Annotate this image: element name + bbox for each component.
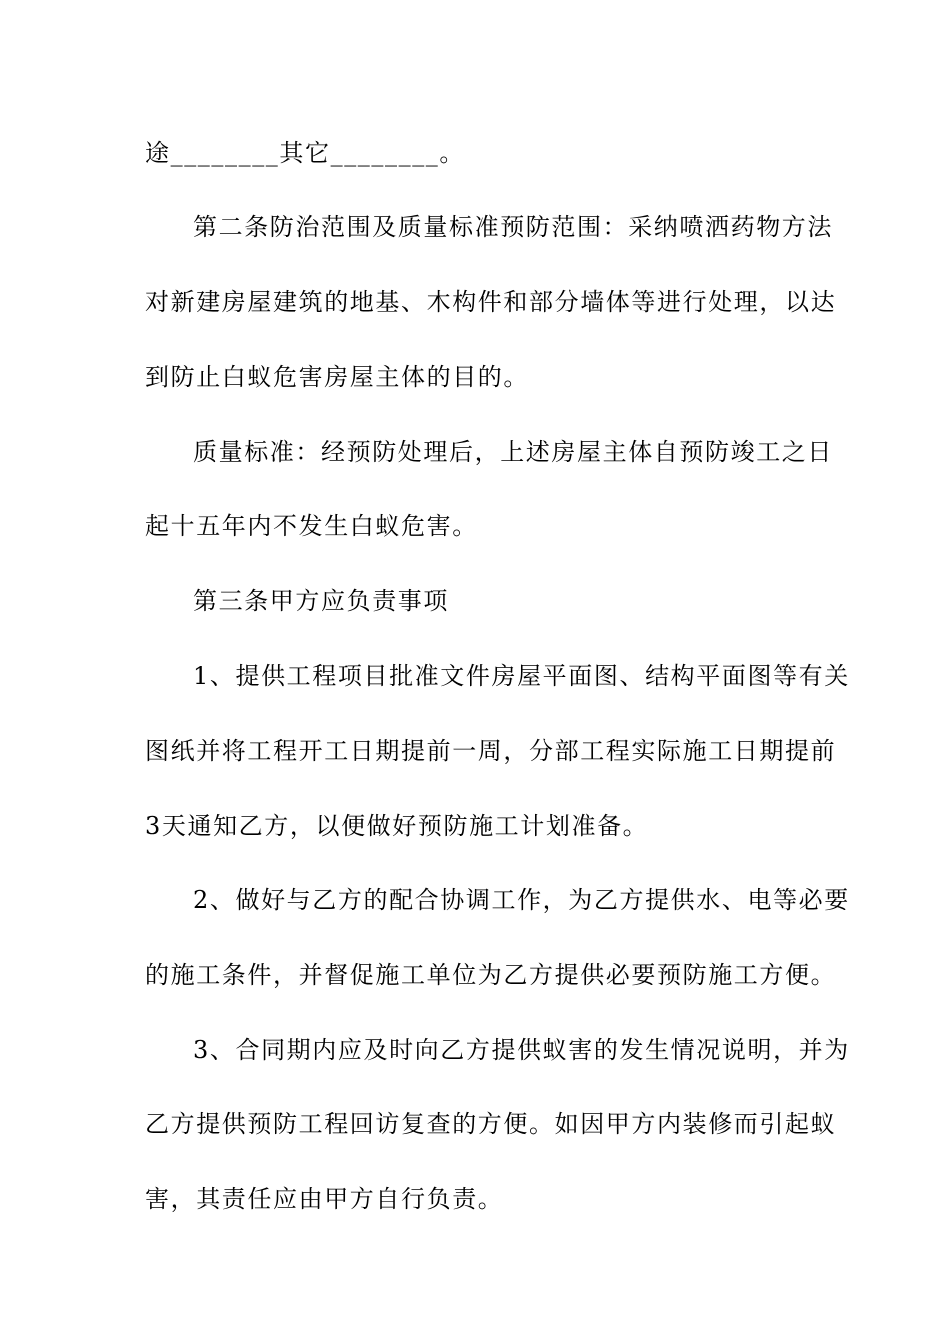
item-3-paragraph: 3、合同期内应及时向乙方提供蚁害的发生情况说明，并为 [193, 1036, 850, 1064]
text-line: 3天通知乙方，以便做好预防施工计划准备。 [145, 812, 649, 840]
item-2-paragraph: 2、做好与乙方的配合协调工作，为乙方提供水、电等必要 [193, 886, 850, 914]
article-2-heading: 第二条防治范围及质量标准预防范围：采纳喷洒药物方法 [193, 213, 833, 241]
text-line: 到防止白蚁危害房屋主体的目的。 [145, 363, 529, 391]
item-1-paragraph: 1、提供工程项目批准文件房屋平面图、结构平面图等有关 [193, 662, 850, 690]
article-3-heading: 第三条甲方应负责事项 [193, 587, 449, 615]
text-line: 的施工条件，并督促施工单位为乙方提供必要预防施工方便。 [145, 961, 837, 989]
text-line: 害，其责任应由甲方自行负责。 [145, 1185, 504, 1213]
text-line-purpose-other: 途________其它________。 [145, 139, 465, 167]
text-line: 乙方提供预防工程回访复查的方便。如因甲方内装修而引起蚁 [145, 1110, 837, 1138]
text-line: 对新建房屋建筑的地基、木构件和部分墙体等进行处理，以达 [145, 288, 837, 316]
text-line: 图纸并将工程开工日期提前一周，分部工程实际施工日期提前 [145, 737, 837, 765]
quality-standard-paragraph: 质量标准：经预防处理后，上述房屋主体自预防竣工之日 [193, 438, 833, 466]
text-line: 起十五年内不发生白蚁危害。 [145, 512, 478, 540]
